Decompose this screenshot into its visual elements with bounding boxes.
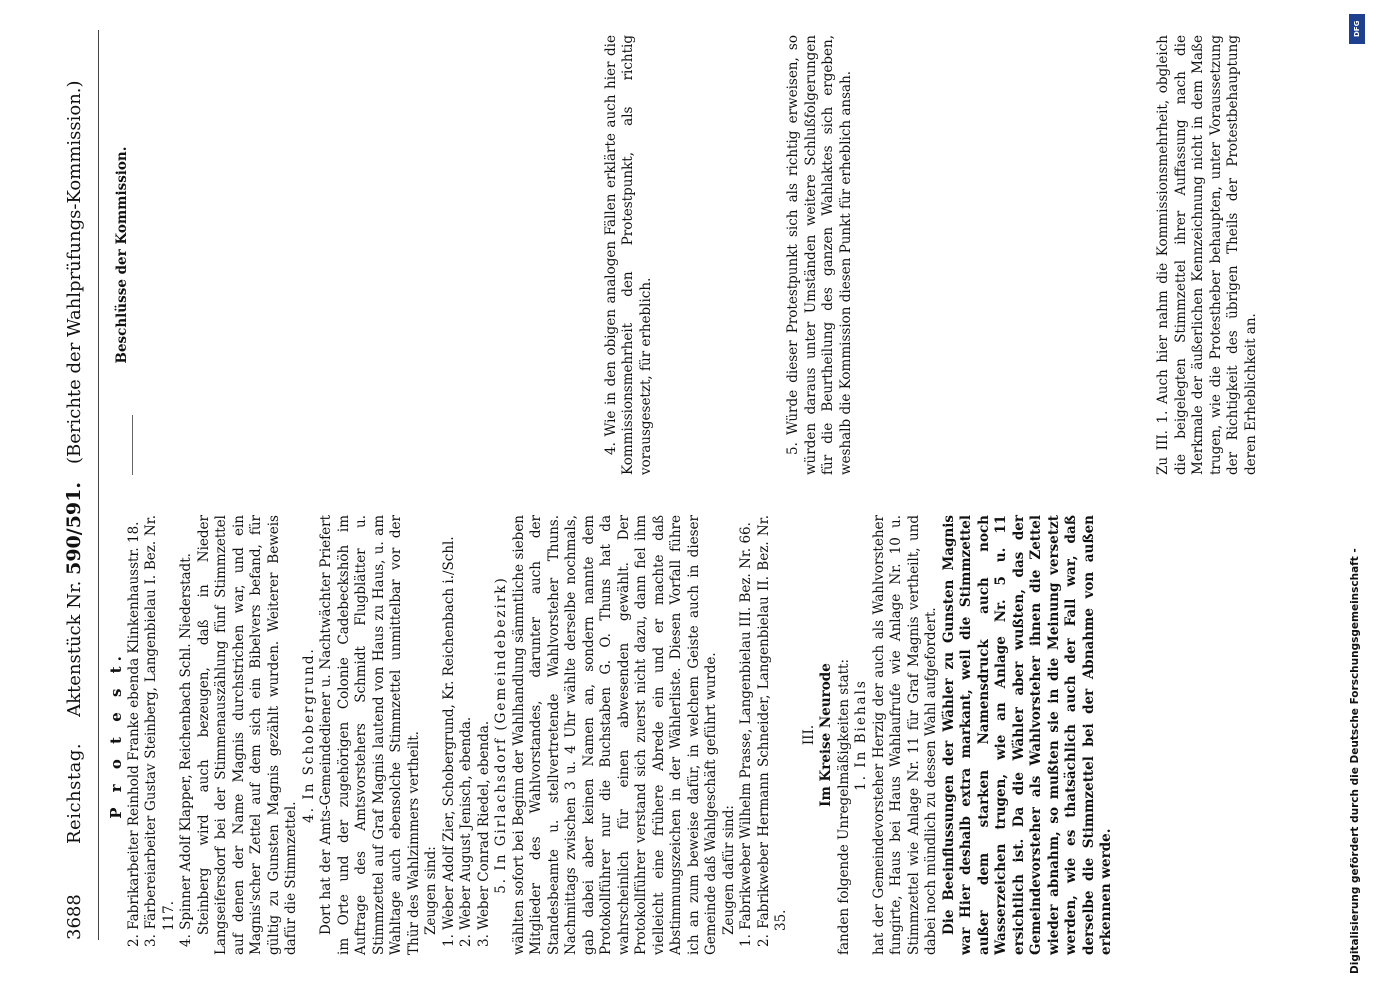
digitization-credit — [1345, 14, 1375, 974]
dfg-logo: DFG — [1349, 14, 1365, 44]
decision-paragraph-4: 4. Wie in den obigen analogen Fällen erklärte auch hier die Kommissionsmehrheit den Protestpunkt, als richtig vorausgesetzt, für erheblich. — [602, 35, 654, 475]
decision-paragraph-iii: Zu III. 1. Auch hier nahm die Kommissionsmehrheit, obgleich die beigelegten Stimmzettel ihrer Auffassung nach die Merkmale der äußerlichen Kennzeichnung nicht in dem Maße trugen, wie die Protestheber behaupten, unter Voraussetzung der Richtigkeit des übrigen Theils der Protestbehauptung deren Erheblichkeit an. — [1155, 35, 1259, 475]
decisions-title: Beschlüsse der Kommission. — [114, 146, 130, 364]
section-title: 4. In Schobergrund. — [300, 647, 317, 823]
witnesses-label: Zeugen dafür sind: — [720, 805, 737, 935]
spacer — [133, 35, 603, 475]
witness-item: 2. Fabrikweber Hermann Schneider, Langenbielau II. Bez. Nr. 35. — [755, 515, 789, 947]
document-ref-prefix: Aktenstück Nr. — [64, 580, 85, 717]
witness-item: 2. Weber August Jenisch, ebenda. — [458, 716, 474, 947]
page-number: 3688 — [64, 894, 85, 940]
paragraph-subsection-1b: Die Beeinflussungen der Wähler zu Gunsten Magnis war Hier deshalb extra markant, weil die Stimmzettel außer dem starken Namensdruck auch noch Wasserzeichen trugen, wie an Anlage Nr. 5 u. 11 ersichtlich ist. Da die Wähler aber wußten, das der Gemeindevorsteher als Wahlvorsteher ihnen die Zettel wieder abnahm, so mußten sie in die Meinung versetzt werden, wie es thatsächlich auch der Fall war, daß derselbe die Stimmzettel bei der Abnahme von außen erkennen werde. — [940, 515, 1114, 955]
witness-item: 1. Fabrikweber Wilhelm Prasse, Langenbielau III. Bez. Nr. 66. — [738, 522, 754, 947]
spacer — [655, 35, 785, 475]
part-numeral: III. — [800, 724, 817, 746]
list-item: 3. Färbereiarbeiter Gustav Steinberg, Langenbielau I. Bez. Nr. 117. — [143, 515, 177, 947]
decision-paragraph-5: 5. Würde dieser Protestpunkt sich als richtig erweisen, so würden daraus unter Umständen weitere Schlußfolgerungen für die Beurtheilung des ganzen Wahlaktes sich ergeben, weshalb die Kommission diesen Punkt für erheblich ansah. — [785, 35, 854, 475]
header-rule — [98, 30, 99, 940]
witness-item: 3. Weber Conrad Riedel, ebenda. — [475, 720, 492, 947]
paragraph-section-4: Dort hat der Amts-Gemeindediener u. Nachtwächter Priefert im Orte und der zugehörigen Colonie Cadebeckshöh im Auftrage des Amtsvorstehers Schmidt Flugblätter u. Stimmzettel auf Graf Magnis lautend von Haus zu Haus, u. am Wahltage auch ebensolche Stimmzettel unmittelbar vor der Thür des Wahlzimmers vertheilt. — [318, 515, 422, 955]
page-header — [62, 40, 102, 940]
document-ref-number: 590/591. — [63, 482, 85, 575]
list-item: 4. Spinner Adolf Klapper, Reichenbach Schl. Niederstadt. — [178, 553, 194, 947]
section-title: 5. In Girlachsdorf (Gemeindebezirk) — [493, 576, 509, 894]
subsection-title: 1. In Biehals — [853, 679, 869, 791]
paragraph-subsection-1: hat der Gemeindevorsteher Herzig der auch als Wahlvorsteher fungirte, Haus bei Haus Wahlaufrufe wie Anlage Nr. 10 u. Stimmzettel wie Anlage Nr. 11 für Graf Magnis vertheilt, und dabei noch mündlich zu dessen Wahl aufgefordert. — [870, 515, 939, 955]
list-item: 2. Fabrikarbeiter Reinhold Franke ebenda Klinkenhausstr. 18. — [125, 521, 142, 947]
witness-item: 1. Weber Adolf Zier, Schobergrund, Kr. Reichenbach i./Schl. — [440, 536, 457, 947]
part-intro: fanden folgende Unregelmäßigkeiten statt: — [835, 658, 852, 955]
paragraph-steinberg: Steinberg wird auch bezeugen, daß in Nieder Langseifersdorf bei der Stimmenauszählung fünf Stimmzettel auf denen der Name Magnis durchstrichen war, und ein Magnis'scher Zettel auf dem sich ein Bibelvers befand, für gültig zu Gunsten Magnis gezählt wurden. Weiterer Beweis dafür die Stimmzettel. — [195, 515, 299, 955]
protest-title: P r o t e s t. — [107, 651, 125, 819]
witnesses-label: Zeugen sind: — [423, 846, 439, 935]
paragraph-section-5: wählten sofort bei Beginn der Wahlhandlung sämmtliche sieben Mitglieder des Wahlvorstandes, darunter auch der Standesbeamte u. stellvertretende Wahlvorsteher Thuns. Nachmittags zwischen 3 u. 4 Uhr wählte derselbe nochmals, gab dabei aber keinen Namen an, sondern nannte dem Protokollführer nur die Buchstaben G. O. Thuns hat da wahrscheinlich für einen abwesenden gewählt. Der Protokollführer verstand sich zuerst nicht dazu, dann fiel ihm vielleicht eine frühere Abrede ein und er machte daß Abstimmungszeichen in der Wählerliste. Diesen Vorfall führe ich an zum beweise dafür, in welchem Geiste auch in dieser Gemeinde daß Wahlgeschäft geführt wurde. — [510, 515, 719, 955]
digitization-note: Digitalisierung gefördert durch die Deutsche Forschungsgemeinschaft - — [1349, 548, 1361, 974]
left-column — [108, 515, 1116, 955]
section-name: (Berichte der Wahlprüfungs-Kommission.) — [64, 80, 85, 465]
part-title: Im Kreise Neurode — [818, 663, 834, 807]
spacer — [855, 35, 1155, 475]
right-column — [108, 35, 1260, 475]
document-reference — [62, 482, 87, 717]
publication-name: Reichstag. — [64, 742, 85, 844]
